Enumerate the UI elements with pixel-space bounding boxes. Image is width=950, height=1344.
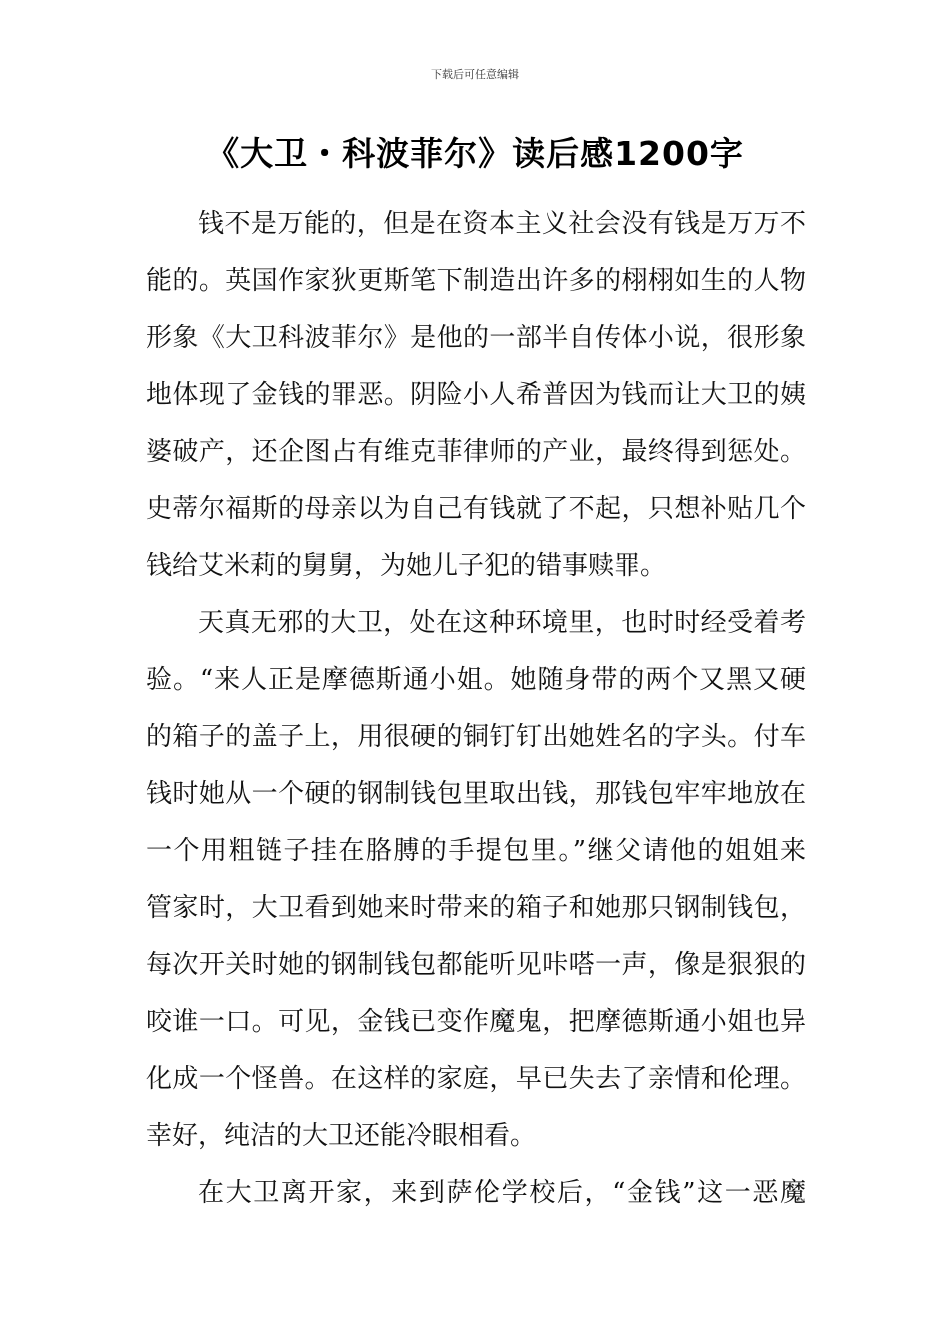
text-line: 在大卫离开家，来到萨伦学校后，“金钱”这一恶魔: [198, 1178, 806, 1208]
text-line: 地体现了金钱的罪恶。阴险小人希普因为钱而让大卫的姨: [146, 380, 806, 410]
text-line: 每次开关时她的钢制钱包都能听见咔嗒一声，像是狠狠的: [146, 950, 806, 980]
text-line: 咬谁一口。可见，金钱已变作魔鬼，把摩德斯通小姐也异: [146, 1007, 806, 1037]
text-line: 钱不是万能的，但是在资本主义社会没有钱是万万不: [198, 209, 806, 239]
page-title: 《大卫・科波菲尔》读后感1200字: [206, 134, 744, 173]
header-note: 下载后可任意编辑: [431, 68, 519, 81]
text-line: 一个用粗链子挂在胳膊的手提包里。”继父请他的姐姐来: [146, 836, 806, 866]
text-line: 能的。英国作家狄更斯笔下制造出许多的栩栩如生的人物: [146, 266, 806, 296]
text-line: 形象《大卫科波菲尔》是他的一部半自传体小说，很形象: [146, 323, 806, 353]
text-line: 钱给艾米莉的舅舅，为她儿子犯的错事赎罪。: [146, 551, 667, 581]
text-line: 钱时她从一个硬的钢制钱包里取出钱，那钱包牢牢地放在: [146, 779, 806, 809]
text-line: 婆破产，还企图占有维克菲律师的产业，最终得到惩处。: [146, 437, 806, 467]
text-line: 管家时，大卫看到她来时带来的箱子和她那只钢制钱包，: [146, 893, 806, 923]
text-line: 的箱子的盖子上，用很硬的铜钉钉出她姓名的字头。付车: [146, 722, 806, 752]
body-text: [146, 196, 806, 1222]
text-line: 史蒂尔福斯的母亲以为自己有钱就了不起，只想补贴几个: [146, 494, 806, 524]
text-line: 化成一个怪兽。在这样的家庭，早已失去了亲情和伦理。: [146, 1064, 806, 1094]
text-line: 验。“来人正是摩德斯通小姐。她随身带的两个又黑又硬: [146, 665, 806, 695]
text-line: 天真无邪的大卫，处在这种环境里，也时时经受着考: [198, 608, 806, 638]
text-line: 幸好，纯洁的大卫还能冷眼相看。: [146, 1121, 537, 1151]
